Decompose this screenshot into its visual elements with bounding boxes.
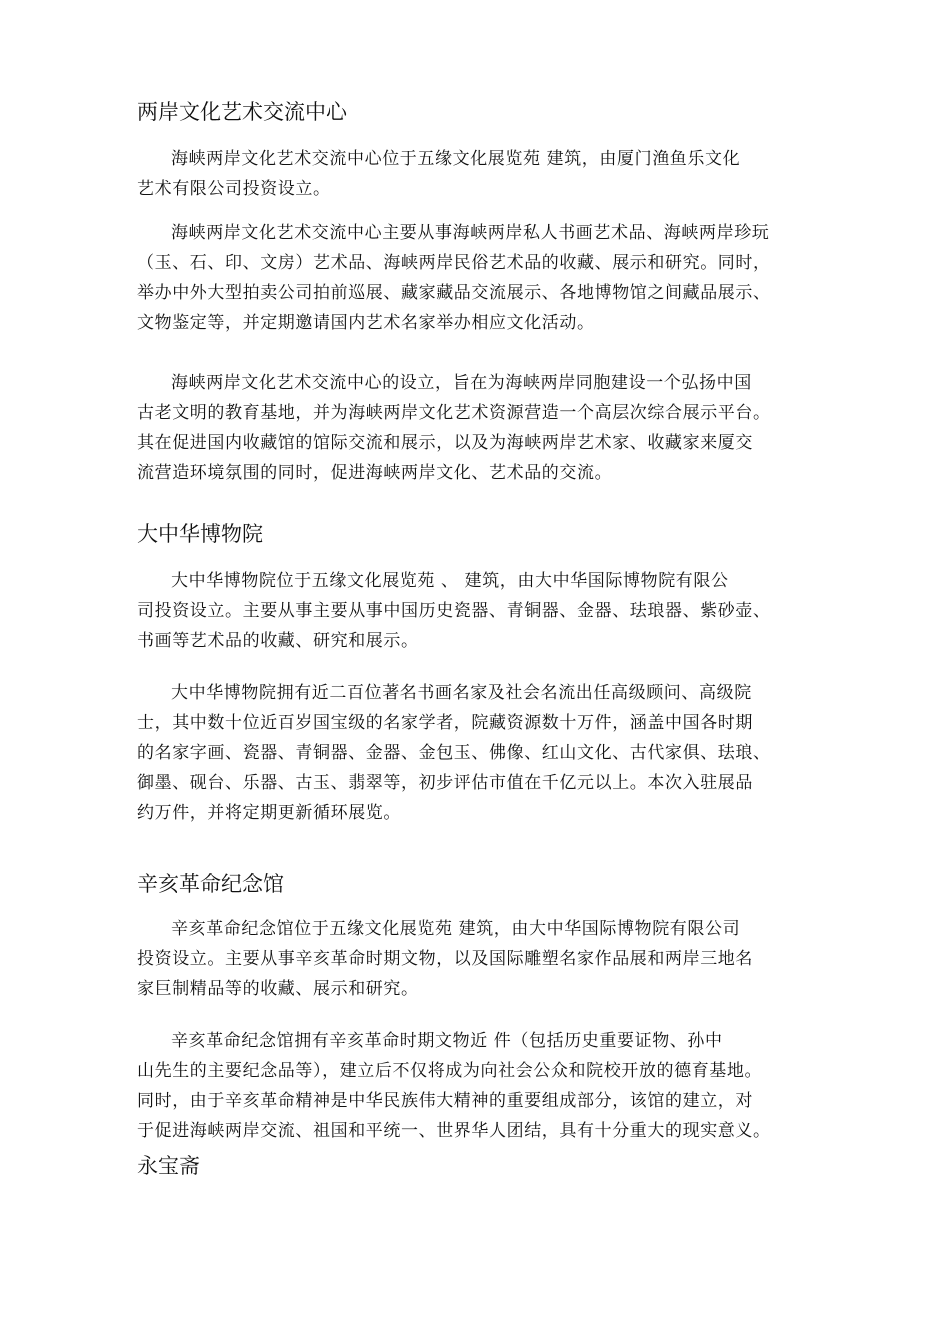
paragraph-line: 大中华博物院拥有近二百位著名书画名家及社会名流出任高级顾问、高级院 (171, 683, 752, 703)
paragraph-line: 海峡两岸文化艺术交流中心的设立，旨在为海峡两岸同胞建设一个弘扬中国 (171, 373, 752, 393)
paragraph-line: 举办中外大型拍卖公司拍前巡展、藏家藏品交流展示、各地博物馆之间藏品展示、 (137, 283, 771, 303)
paragraph-line: 流营造环境氛围的同时，促进海峡两岸文化、艺术品的交流。 (137, 463, 613, 483)
paragraph-line: 的名家字画、瓷器、青铜器、金器、金包玉、佛像、红山文化、古代家俱、珐琅、 (137, 743, 771, 763)
paragraph-line: 投资设立。主要从事辛亥革命时期文物，以及国际雕塑名家作品展和两岸三地名 (137, 949, 753, 969)
paragraph-line: 士，其中数十位近百岁国宝级的名家学者，院藏资源数十万件，涵盖中国各时期 (137, 713, 753, 733)
paragraph-line: 约万件，并将定期更新循环展览。 (137, 803, 401, 823)
paragraph-line: 司投资设立。主要从事主要从事中国历史瓷器、青铜器、金器、珐琅器、紫砂壶、 (137, 601, 771, 621)
paragraph-line: 书画等艺术品的收藏、研究和展示。 (137, 631, 419, 651)
paragraph-line: 大中华博物院位于五缘文化展览苑 、 建筑，由大中华国际博物院有限公 (171, 571, 729, 591)
paragraph (137, 144, 815, 204)
paragraph (137, 914, 815, 1004)
paragraph (137, 368, 815, 488)
paragraph-line: 其在促进国内收藏馆的馆际交流和展示，以及为海峡两岸艺术家、收藏家来厦交 (137, 433, 753, 453)
paragraph-line: 艺术有限公司投资设立。 (137, 179, 331, 199)
paragraph-line: 于促进海峡两岸交流、祖国和平统一、世界华人团结，具有十分重大的现实意义。 (137, 1121, 771, 1141)
paragraph-line: 辛亥革命纪念馆位于五缘文化展览苑 建筑，由大中华国际博物院有限公司 (171, 919, 741, 939)
paragraph-line: 海峡两岸文化艺术交流中心主要从事海峡两岸私人书画艺术品、海峡两岸珍玩 (171, 223, 770, 243)
paragraph (137, 218, 815, 338)
paragraph (137, 678, 815, 828)
section-title-yongbaozhai: 永宝斋 (137, 1154, 200, 1178)
paragraph-line: 山先生的主要纪念品等），建立后不仅将成为向社会公众和院校开放的德育基地。 (137, 1061, 763, 1081)
paragraph-line: （玉、石、印、文房）艺术品、海峡两岸民俗艺术品的收藏、展示和研究。同时， (137, 253, 771, 273)
section-title-great-china-museum: 大中华博物院 (137, 522, 263, 546)
paragraph-line: 御墨、砚台、乐器、古玉、翡翠等，初步评估市值在千亿元以上。本次入驻展品 (137, 773, 753, 793)
paragraph-line: 辛亥革命纪念馆拥有辛亥革命时期文物近 件（包括历史重要证物、孙中 (171, 1031, 723, 1051)
section-title-xinhai-memorial: 辛亥革命纪念馆 (137, 872, 284, 896)
paragraph-line: 古老文明的教育基地，并为海峡两岸文化艺术资源营造一个高层次综合展示平台。 (137, 403, 771, 423)
section-title-cross-strait-center: 两岸文化艺术交流中心 (137, 100, 347, 124)
paragraph-line: 同时，由于辛亥革命精神是中华民族伟大精神的重要组成部分，该馆的建立，对 (137, 1091, 753, 1111)
paragraph-line: 家巨制精品等的收藏、展示和研究。 (137, 979, 419, 999)
paragraph-line: 文物鉴定等，并定期邀请国内艺术名家举办相应文化活动。 (137, 313, 595, 333)
paragraph (137, 566, 815, 656)
paragraph (137, 1026, 815, 1146)
paragraph-line: 海峡两岸文化艺术交流中心位于五缘文化展览苑 建筑，由厦门渔鱼乐文化 (171, 149, 741, 169)
